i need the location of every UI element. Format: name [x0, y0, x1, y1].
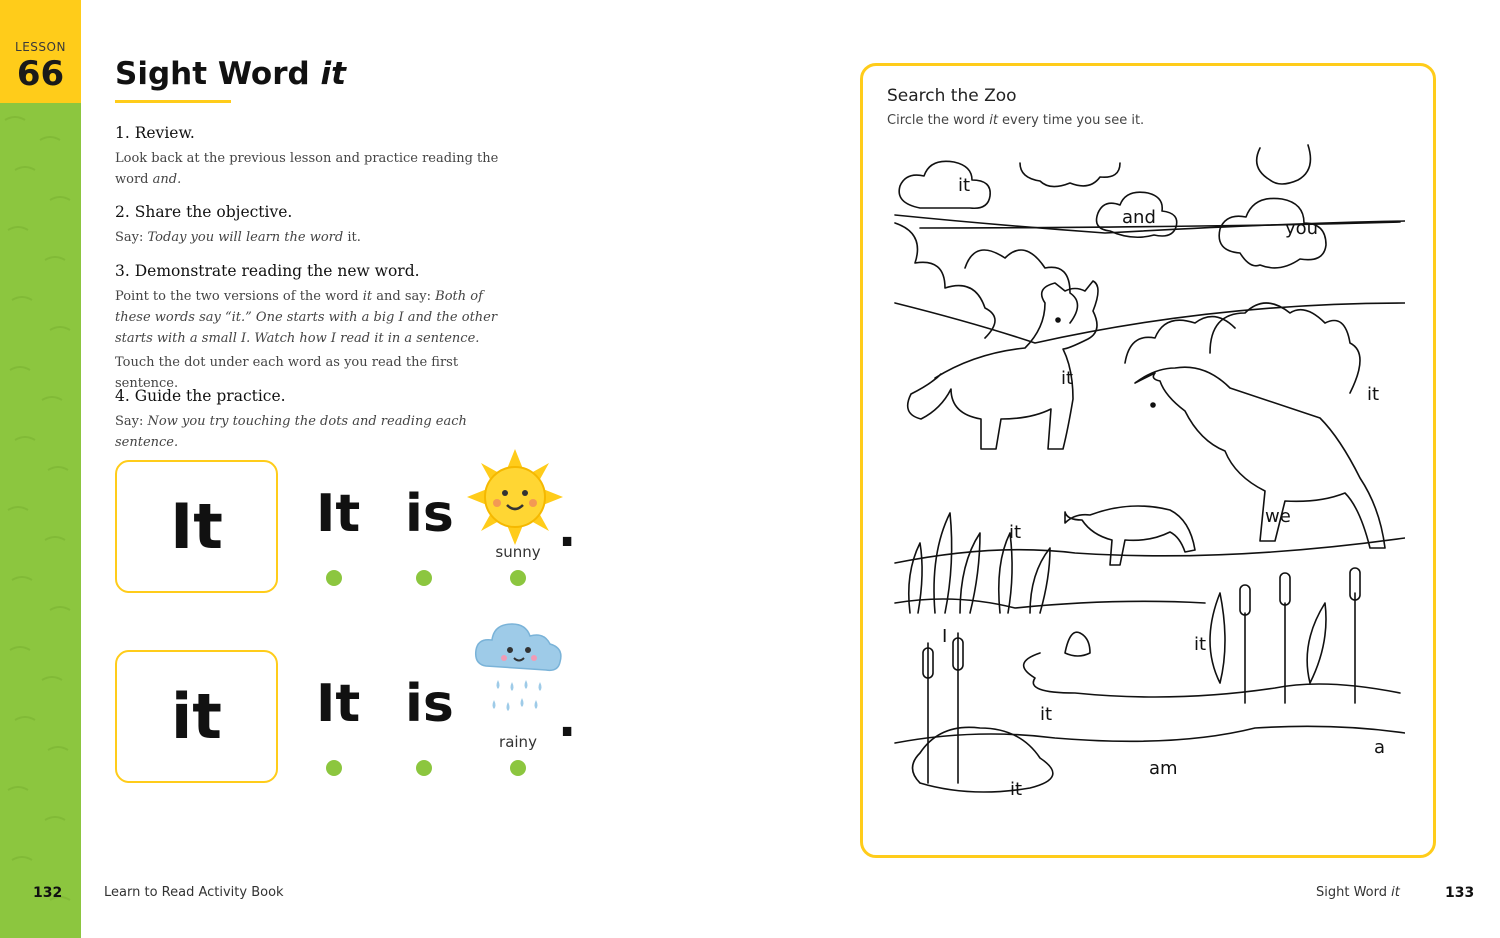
- ground-line-2: [895, 599, 1205, 608]
- rainy-label: rainy: [499, 733, 537, 751]
- word-card-capital: It: [115, 460, 278, 593]
- right-footer-title: [1316, 885, 1400, 900]
- word-card-lowercase: it: [115, 650, 278, 783]
- sentence-2-word-1: It: [316, 674, 361, 734]
- step-2-post: it.: [343, 230, 361, 245]
- zoo-word[interactable]: it: [1061, 368, 1074, 389]
- left-footer-title: Learn to Read Activity Book: [104, 885, 284, 900]
- lesson-number: 66: [16, 54, 65, 94]
- zoo-word[interactable]: it: [1040, 704, 1053, 725]
- sentence-2-period: .: [558, 692, 577, 748]
- step-2-text: Say:: [115, 230, 148, 245]
- step-2-body: [115, 227, 515, 248]
- wolf-adult-2: [1135, 367, 1385, 548]
- cloud-5: [1257, 145, 1311, 184]
- sunny-label: sunny: [495, 543, 541, 561]
- wolf-adult-1: [908, 281, 1098, 449]
- sun-icon: [465, 447, 565, 547]
- water-line: [895, 726, 1405, 743]
- rain-cloud-icon: [472, 620, 566, 726]
- step-3-heading: 3. Demonstrate reading the new word.: [115, 262, 420, 280]
- zoo-word[interactable]: it: [1009, 522, 1022, 543]
- step-2-em: Today you will learn the word: [147, 230, 344, 245]
- bush-far-right: [1210, 303, 1360, 393]
- reading-dot[interactable]: [510, 570, 526, 586]
- strip-texture: [0, 0, 81, 938]
- zoo-instructions: [887, 113, 1144, 128]
- step-4-body: [115, 411, 515, 453]
- zoo-inst-text: Circle the word: [887, 113, 990, 128]
- right-footer-text: Sight Word: [1316, 885, 1392, 900]
- step-2-heading: 2. Share the objective.: [115, 203, 293, 221]
- grass-blade: [934, 513, 952, 613]
- step-3-text: Point to the two versions of the word: [115, 289, 363, 304]
- zoo-word[interactable]: we: [1265, 506, 1291, 527]
- reading-dot[interactable]: [416, 760, 432, 776]
- zoo-title: Search the Zoo: [887, 86, 1017, 106]
- cloud-1: [899, 161, 990, 208]
- step-3-em1: it: [362, 289, 373, 304]
- zoo-inst-em: it: [989, 113, 998, 128]
- lesson-badge: [0, 0, 81, 103]
- step-4-heading: 4. Guide the practice.: [115, 387, 286, 405]
- side-strip: [0, 0, 81, 938]
- step-3-em2: Both of these words say “it.” One starts with a big I and the other starts with a small I. Watch how I read it in a sentence.: [115, 289, 498, 346]
- grass-blade: [999, 533, 1012, 613]
- zoo-word[interactable]: it: [1194, 634, 1207, 655]
- step-1-body: [115, 148, 515, 190]
- grass-blade: [909, 543, 922, 613]
- zoo-word[interactable]: you: [1285, 218, 1319, 239]
- zoo-word[interactable]: it: [1367, 384, 1380, 405]
- sentence-1-word-1: It: [316, 484, 361, 544]
- reading-dot[interactable]: [326, 570, 342, 586]
- left-page-number: 132: [33, 885, 63, 901]
- zoo-word[interactable]: a: [1374, 737, 1386, 758]
- zoo-word[interactable]: and: [1122, 207, 1156, 228]
- sentence-1-period: .: [558, 502, 577, 558]
- zoo-word[interactable]: it: [1010, 779, 1023, 800]
- page-title: [115, 56, 346, 92]
- step-4-text: Say:: [115, 414, 148, 429]
- zoo-word[interactable]: am: [1149, 758, 1178, 779]
- step-1-em: and.: [152, 172, 182, 187]
- reed-leaf: [1210, 593, 1225, 683]
- sentence-1-word-2: is: [405, 484, 454, 544]
- right-footer-em: it: [1391, 885, 1400, 900]
- zoo-word[interactable]: I: [942, 626, 948, 647]
- step-3-extra: Touch the dot under each word as you read the first sentence.: [115, 355, 459, 391]
- title-prefix: Sight Word: [115, 56, 310, 92]
- reading-dot[interactable]: [416, 570, 432, 586]
- right-page-number: 133: [1445, 885, 1475, 901]
- sentence-2-word-2: is: [405, 674, 454, 734]
- reading-dot[interactable]: [326, 760, 342, 776]
- zoo-coloring-scene: [890, 143, 1405, 828]
- step-3-mid: and say:: [372, 289, 436, 304]
- reed-leaf: [1307, 603, 1326, 683]
- lesson-label: LESSON: [15, 40, 66, 54]
- zoo-inst-post: every time you see it.: [997, 113, 1145, 128]
- reading-dot[interactable]: [510, 760, 526, 776]
- step-3-body: [115, 286, 505, 349]
- zoo-word[interactable]: it: [958, 175, 971, 196]
- grass-blade: [1030, 548, 1050, 613]
- step-4-em: Now you try touching the dots and reading each sentence.: [115, 414, 467, 450]
- title-word: it: [320, 56, 346, 92]
- title-underline: [115, 100, 231, 103]
- cloud-2: [1020, 163, 1120, 187]
- step-1-heading: 1. Review.: [115, 124, 195, 142]
- bush-left: [895, 223, 995, 338]
- bird: [1065, 632, 1090, 656]
- step-1-text: Look back at the previous lesson and practice reading the word: [115, 151, 499, 187]
